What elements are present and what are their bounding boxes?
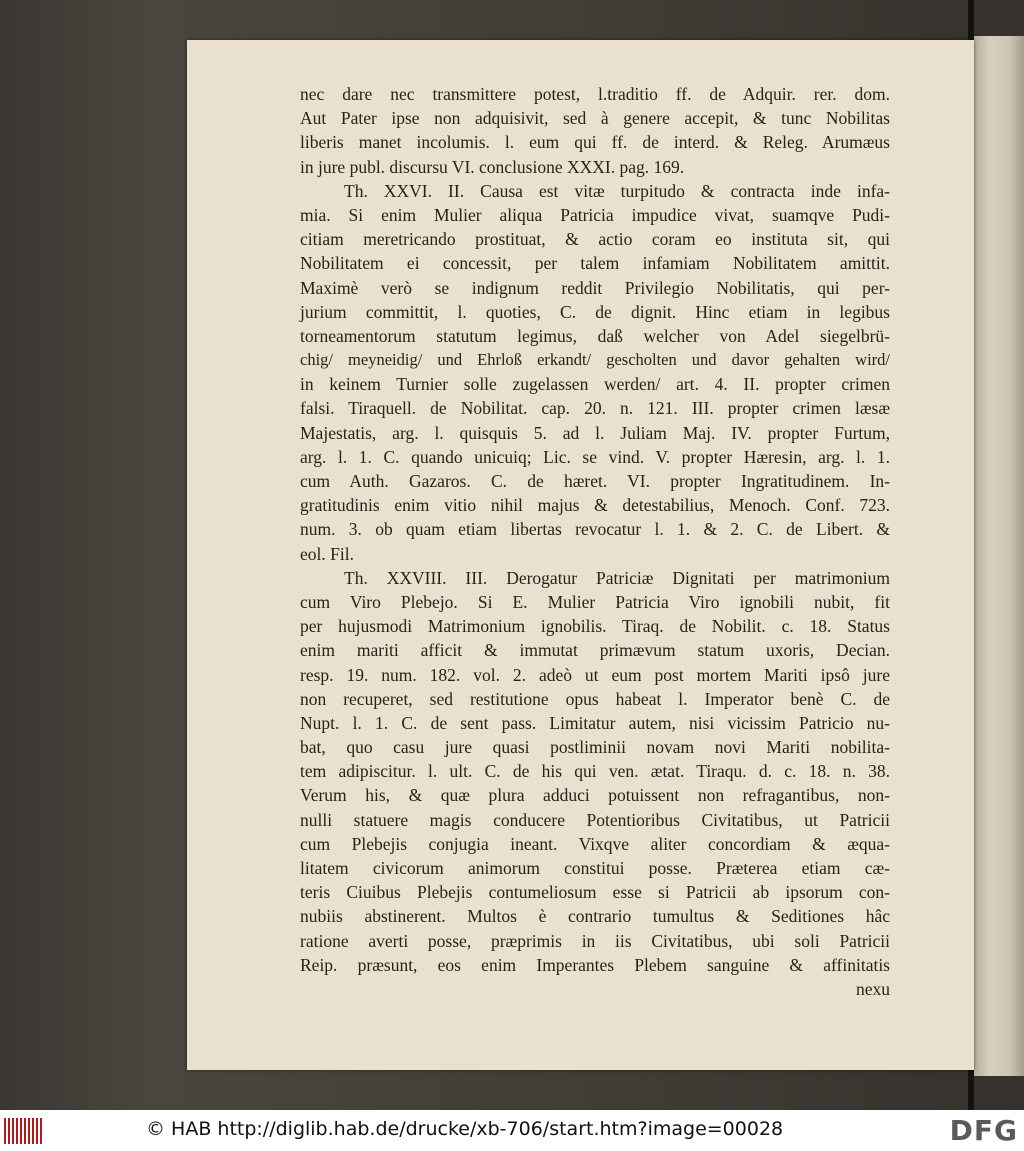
- text-line: Verum his, & quæ plura adduci potuissent non refragantibus, non-: [300, 785, 890, 806]
- text-line: nubiis abstinerent. Multos è contrario tumultus & Seditiones hâc: [300, 906, 890, 927]
- text-line: gratitudinis enim vitio nihil majus & detestabilius, Menoch. Conf. 723.: [300, 495, 890, 516]
- text-line: Reip. præsunt, eos enim Imperantes Plebem sanguine & affinitatis: [300, 954, 890, 975]
- dfg-logo: DFG: [949, 1114, 1018, 1147]
- next-page-edge: [974, 36, 1024, 1076]
- text-line: citiam meretricando prostituat, & actio coram eo instituta sit, qui: [300, 229, 890, 250]
- catchword: nexu: [855, 978, 890, 999]
- text-line: num. 3. ob quam etiam libertas revocatur l. 1. & 2. C. de Libert. &: [300, 519, 890, 540]
- text-line: nec dare nec transmittere potest, l.traditio ff. de Adquir. rer. dom.: [300, 84, 890, 104]
- text-line: Nobilitatem ei concessit, per talem infamiam Nobilitatem amittit.: [300, 253, 890, 274]
- text-line: Maximè verò se indignum reddit Privilegio Nobilitatis, qui per-: [300, 277, 890, 298]
- footer-bar: [0, 1110, 1024, 1151]
- text-line: Th. XXVIII. III. Derogatur Patriciæ Dignitati per matrimonium: [344, 567, 890, 588]
- text-line: ratione averti posse, præprimis in iis Civitatibus, ubi soli Patricii: [300, 930, 890, 951]
- text-line: Th. XXVI. II. Causa est vitæ turpitudo & contracta inde infa-: [344, 180, 890, 201]
- text-line: chig/ meyneidig/ und Ehrloß erkandt/ gescholten und davor gehalten wird/: [300, 350, 890, 370]
- text-line: nulli statuere magis conducere Potentioribus Civitatibus, ut Patricii: [300, 809, 890, 830]
- copyright-url[interactable]: © HAB http://diglib.hab.de/drucke/xb-706/start.htm?image=00028: [146, 1118, 784, 1140]
- text-line: teris Ciuibus Plebejis contumeliosum esse si Patricii ab ipsorum con-: [300, 882, 890, 903]
- text-line: cum Plebejis conjugia ineant. Vixqve aliter concordiam & æqua-: [300, 833, 890, 854]
- text-line: liberis manet incolumis. l. eum qui ff. de interd. & Releg. Arumæus: [300, 132, 890, 153]
- text-line: cum Viro Plebejo. Si E. Mulier Patricia Viro ignobili nubit, fit: [300, 591, 890, 612]
- text-line: jurium committit, l. quoties, C. de dignit. Hinc etiam in legibus: [300, 301, 890, 322]
- text-line: litatem civicorum animorum constitui posse. Præterea etiam cæ-: [300, 858, 890, 878]
- text-line: bat, quo casu jure quasi postliminii novam novi Mariti nobilita-: [300, 737, 890, 758]
- text-line: Majestatis, arg. l. quisquis 5. ad l. Juliam Maj. IV. propter Furtum,: [300, 422, 890, 443]
- text-line: arg. l. 1. C. quando unicuiq; Lic. se vind. V. propter Hæresin, arg. l. 1.: [300, 446, 890, 467]
- text-line: eol. Fil.: [300, 543, 354, 564]
- text-line: per hujusmodi Matrimonium ignobilis. Tiraq. de Nobilit. c. 18. Status: [300, 616, 890, 637]
- text-line: cum Auth. Gazaros. C. de hæret. VI. propter Ingratitudinem. In-: [300, 471, 890, 491]
- text-line: torneamentorum statutum legimus, daß welcher von Adel siegelbrü-: [300, 325, 890, 346]
- text-line: tem adipiscitur. l. ult. C. de his qui ven. ætat. Tiraqu. d. c. 18. n. 38.: [300, 761, 890, 782]
- text-line: non recuperet, sed restitutione opus habeat l. Imperator benè C. de: [300, 688, 890, 709]
- text-line: enim mariti afficit & immutat primævum statum uxoris, Decian.: [300, 640, 890, 661]
- text-line: mia. Si enim Mulier aliqua Patricia impudice vivat, suamqve Pudi-: [300, 204, 890, 225]
- text-line: falsi. Tiraquell. de Nobilitat. cap. 20. n. 121. III. propter crimen læsæ: [300, 398, 890, 419]
- text-line: Aut Pater ipse non adquisivit, sed à genere accepit, & tunc Nobilitas: [300, 108, 890, 129]
- text-line: in jure publ. discursu VI. conclusione XXXI. pag. 169.: [300, 156, 685, 177]
- text-line: resp. 19. num. 182. vol. 2. adeò ut eum post mortem Mariti ipsô jure: [300, 664, 890, 685]
- text-line: in keinem Turnier solle zugelassen werden/ art. 4. II. propter crimen: [300, 374, 890, 395]
- text-line: Nupt. l. 1. C. de sent pass. Limitatur autem, nisi vicissim Patricio nu-: [300, 712, 890, 733]
- page-text: [300, 82, 890, 1001]
- hab-logo-icon: [4, 1118, 46, 1144]
